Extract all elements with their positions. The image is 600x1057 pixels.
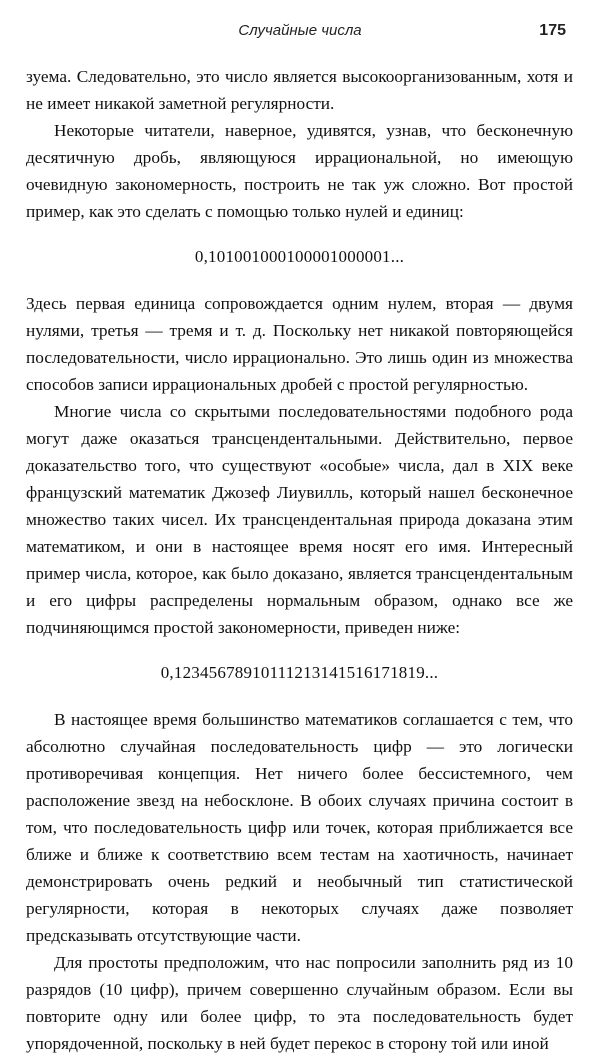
running-header-title: Случайные числа [238,22,362,39]
formula-champernowne-number: 0,12345678910111213141516171819... [160,663,439,682]
page-body [26,63,573,1057]
formula-binary-sequence: 0,101001000100001000001... [194,247,405,266]
paragraph: В настоящее время большинство математиков соглашается с тем, что абсолютно случайная последовательность цифр — это логически противоречивая концепция. Нет ничего более бессистемного, чем расположение звезд на небосклоне. В обоих случаях причина состоит в том, что последовательность цифр или точек, которая приближается все ближе и ближе к соответствию всем тестам на хаотичность, начинает демонстрировать очень редкий и необычный тип статистической регулярности, которая в некоторых случаях даже позволяет предсказывать отсутствующие части. [26,710,573,945]
paragraph-continuation: зуема. Следовательно, это число является высокоорганизованным, хотя и не имеет никакой заметной регулярности. [26,67,573,113]
page-number: 175 [539,22,566,39]
paragraph: Для простоты предположим, что нас попросили заполнить ряд из 10 разрядов (10 цифр), причем совершенно случайным образом. Если вы повторите одну или более цифр, то эта последовательность будет упорядоченной, поскольку в ней будет перекос в сторону той или иной [26,953,573,1053]
paragraph: Здесь первая единица сопровождается одним нулем, вторая — двумя нулями, третья — тремя и т. д. Поскольку нет никакой повторяющейся последовательности, число иррационально. Это лишь один из множества способов записи иррациональных дробей с простой регулярностью. [26,294,573,394]
paragraph: Некоторые читатели, наверное, удивятся, узнав, что бесконечную десятичную дробь, являющуюся иррациональной, но имеющую очевидную закономерность, построить не так уж сложно. Вот простой пример, как это сделать с помощью только нулей и единиц: [26,121,573,221]
paragraph: Многие числа со скрытыми последовательностями подобного рода могут даже оказаться трансцендентальными. Действительно, первое доказательство того, что существуют «особые» числа, дал в XIX веке французский математик Джозеф Лиувилль, который нашел бесконечное множество таких чисел. Их трансцендентальная природа доказана этим математиком, и они в настоящее время носят его имя. Интересный пример числа, которое, как было доказано, является трансцендентальным и его цифры распределены нормальным образом, однако все же подчиняющимся простой закономерности, приведен ниже: [26,402,573,637]
